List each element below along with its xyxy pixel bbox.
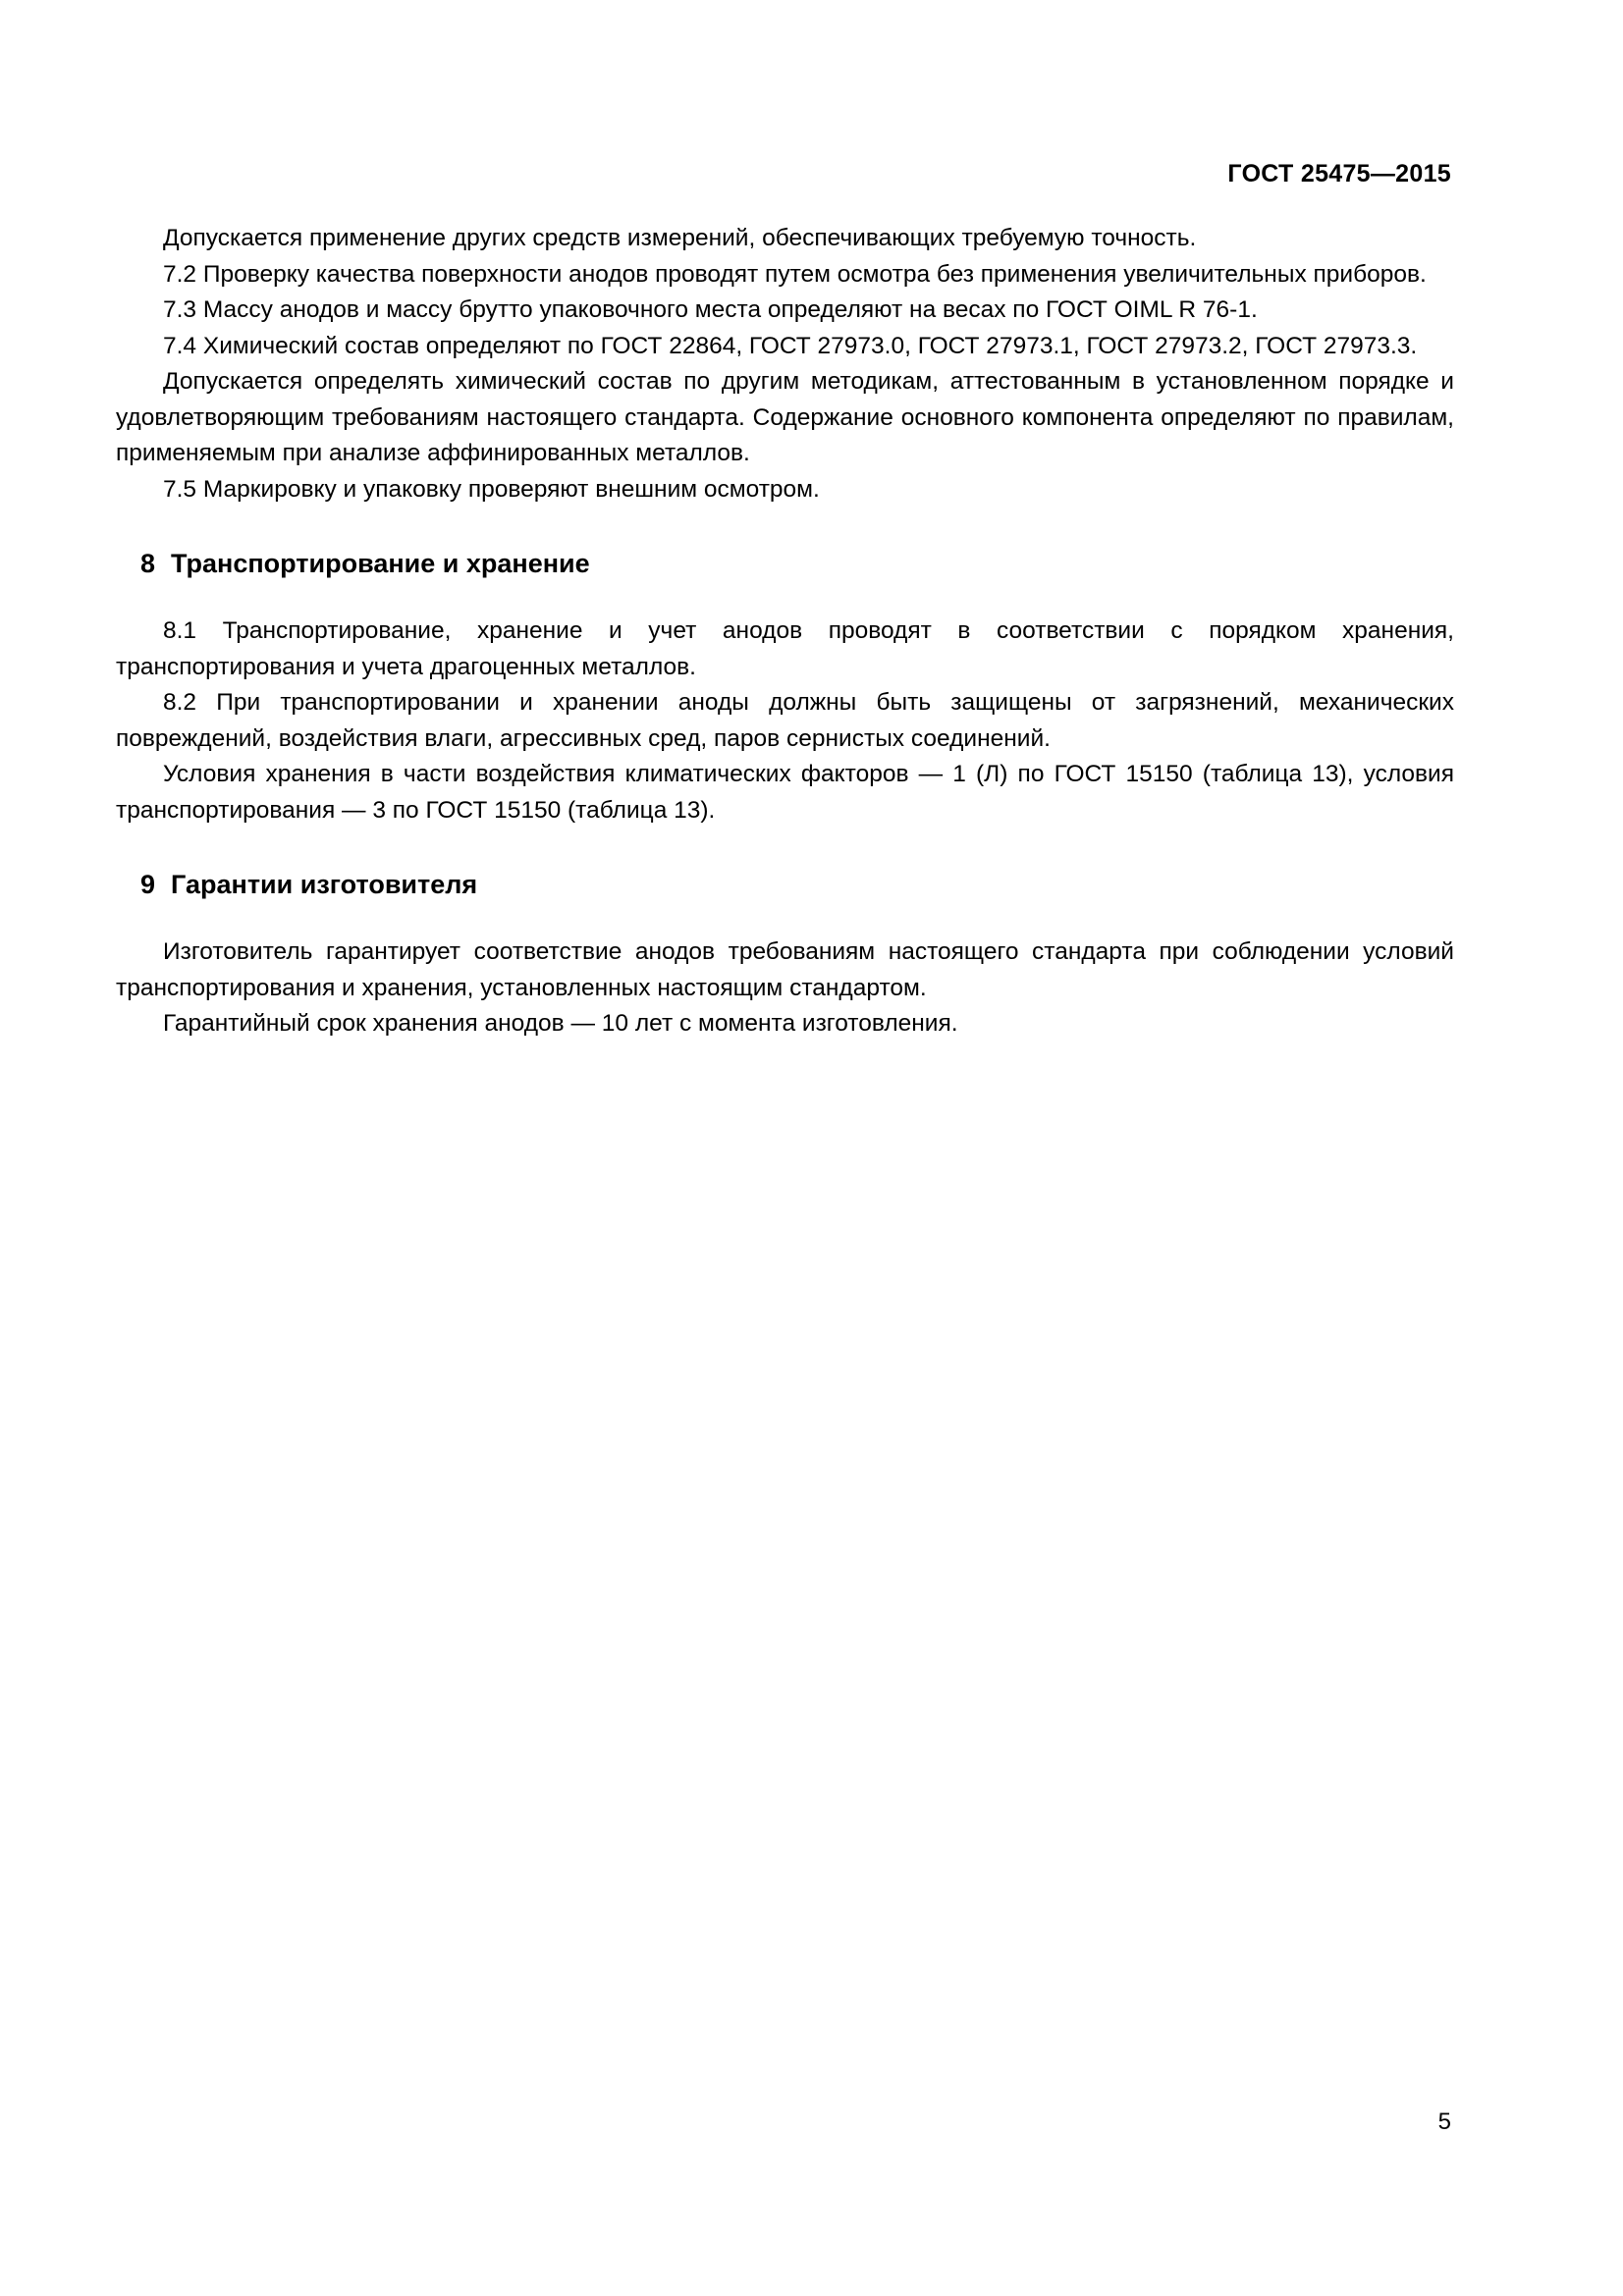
spacer-after-heading-9 bbox=[116, 901, 1454, 934]
paragraph-7-2: 7.2 Проверку качества поверхности анодов проводят путем осмотра без применения увеличительных приборов. bbox=[163, 260, 1427, 288]
paragraph-chemical-composition-note: Допускается определять химический состав по другим методикам, аттестованным в установленном порядке и удовлетворяющим требованиям настоящего стандарта. Содержание основного компонента определяют по правилам, применяемым при анализе аффинированных металлов. bbox=[116, 368, 1454, 466]
paragraph-9-2: Гарантийный срок хранения анодов — 10 лет с момента изготовления. bbox=[163, 1010, 958, 1037]
page-body bbox=[116, 221, 1454, 1042]
heading-section-9-number: 9 bbox=[140, 870, 156, 899]
paragraph-7-5: 7.5 Маркировку и упаковку проверяют внешним осмотром. bbox=[163, 475, 820, 503]
heading-section-9-title: Гарантии изготовителя bbox=[171, 870, 478, 899]
paragraph-9-1: Изготовитель гарантирует соответствие анодов требованиям настоящего стандарта при соблюдении условий транспортирования и хранения, установленных настоящим стандартом. bbox=[116, 938, 1454, 1001]
heading-section-9 bbox=[116, 868, 1454, 901]
spacer-before-section-9 bbox=[116, 828, 1454, 868]
paragraph-intro-measuring-instruments: Допускается применение других средств измерений, обеспечивающих требуемую точность. bbox=[163, 225, 1197, 251]
paragraph-7-3: 7.3 Массу анодов и массу брутто упаковочного места определяют на весах по ГОСТ OIML R 76-1. bbox=[163, 296, 1258, 323]
spacer-before-section-8 bbox=[116, 507, 1454, 547]
heading-section-8 bbox=[116, 547, 1454, 580]
paragraph-7-4: 7.4 Химический состав определяют по ГОСТ 22864, ГОСТ 27973.0, ГОСТ 27973.1, ГОСТ 27973.2, ГОСТ 27973.3. bbox=[163, 332, 1418, 359]
heading-section-8-number: 8 bbox=[140, 549, 156, 578]
paragraph-8-2: 8.2 При транспортировании и хранении аноды должны быть защищены от загрязнений, механических повреждений, воздействия влаги, агрессивных сред, паров сернистых соединений. bbox=[116, 689, 1454, 752]
heading-section-8-title: Транспортирование и хранение bbox=[171, 549, 590, 578]
page-number: 5 bbox=[1437, 2109, 1451, 2135]
page-header-standard-number: ГОСТ 25475—2015 bbox=[1227, 160, 1451, 187]
paragraph-8-1: 8.1 Транспортирование, хранение и учет анодов проводят в соответствии с порядком хранения, транспортирования и учета драгоценных металлов. bbox=[116, 617, 1454, 680]
paragraph-storage-conditions: Условия хранения в части воздействия климатических факторов — 1 (Л) по ГОСТ 15150 (таблица 13), условия транспортирования — 3 по ГОСТ 15150 (таблица 13). bbox=[116, 761, 1454, 824]
spacer-after-heading-8 bbox=[116, 580, 1454, 614]
